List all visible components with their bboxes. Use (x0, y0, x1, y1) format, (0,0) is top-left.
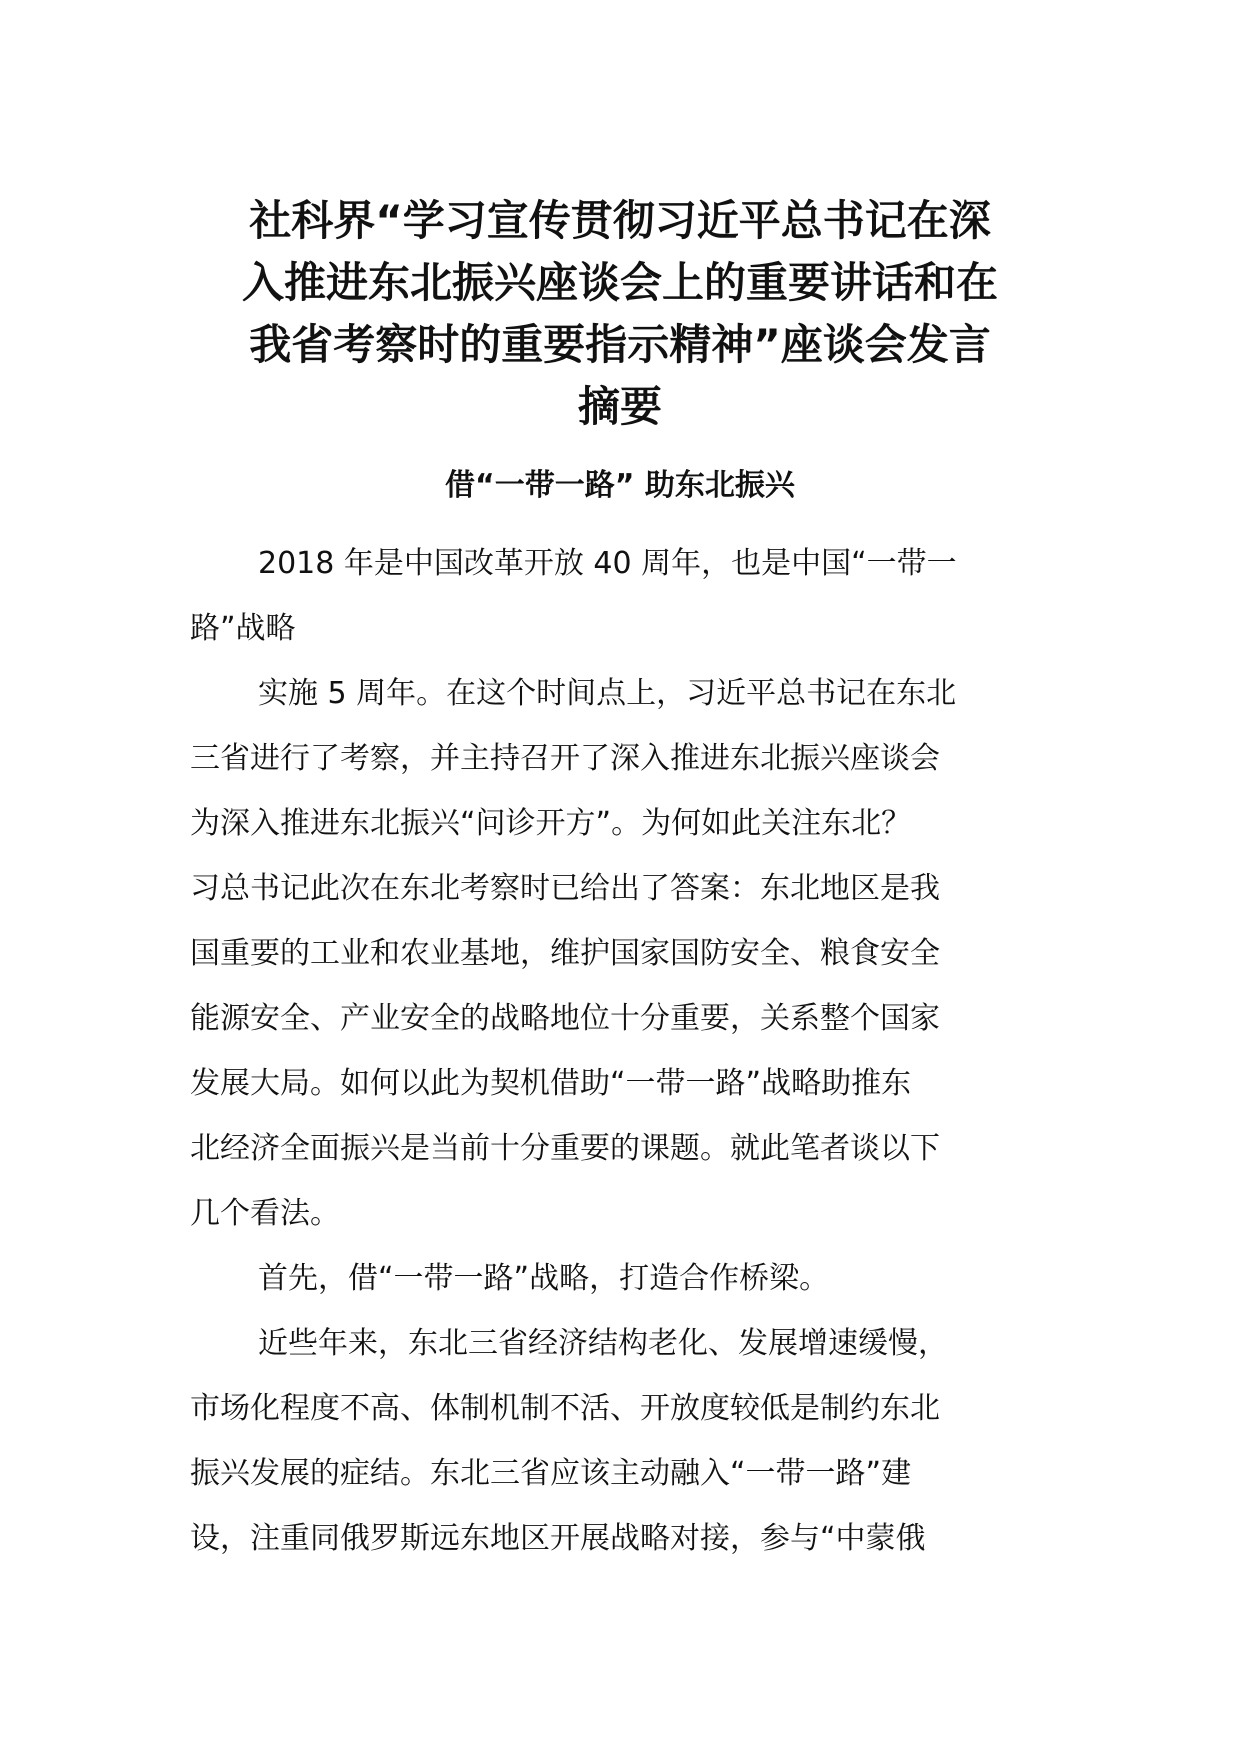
paragraph-line: 2018 年是中国改革开放 40 周年，也是中国“一带一 (258, 546, 957, 581)
paragraph-line: 为深入推进东北振兴“问诊开方”。为何如此关注东北？ (190, 806, 912, 841)
paragraph-line: 习总书记此次在东北考察时已给出了答案：东北地区是我 (190, 871, 940, 906)
title-line-4: 摘要 (577, 382, 662, 431)
paragraph (190, 1311, 1050, 1571)
paragraph-line: 发展大局。如何以此为契机借助“一带一路”战略助推东 (190, 1066, 912, 1101)
document-subtitle: 借“一带一路” 助东北振兴 (445, 468, 795, 503)
paragraph (190, 661, 1050, 1246)
paragraph-line: 近些年来，东北三省经济结构老化、发展增速缓慢， (258, 1326, 948, 1361)
paragraph-line: 首先，借“一带一路”战略，打造合作桥梁。 (258, 1261, 830, 1296)
paragraph-line: 能源安全、产业安全的战略地位十分重要，关系整个国家 (190, 1001, 940, 1036)
paragraph-line: 路”战略 (190, 611, 296, 646)
paragraph-line: 设，注重同俄罗斯远东地区开展战略对接，参与“中蒙俄 (190, 1521, 926, 1556)
paragraph-line: 国重要的工业和农业基地，维护国家国防安全、粮食安全 (190, 936, 940, 971)
paragraph-line: 市场化程度不高、体制机制不活、开放度较低是制约东北 (190, 1391, 940, 1426)
document-title (190, 190, 1050, 438)
paragraph-line: 实施 5 周年。在这个时间点上，习近平总书记在东北 (258, 676, 957, 711)
title-line-2: 入推进东北振兴座谈会上的重要讲话和在 (241, 258, 998, 307)
paragraph-line: 北经济全面振兴是当前十分重要的课题。就此笔者谈以下 (190, 1131, 940, 1166)
title-line-3: 我省考察时的重要指示精神”座谈会发言 (249, 320, 991, 369)
paragraph-line: 三省进行了考察，并主持召开了深入推进东北振兴座谈会 (190, 741, 940, 776)
paragraph-line: 振兴发展的症结。东北三省应该主动融入“一带一路”建 (190, 1456, 912, 1491)
document-body (190, 531, 1050, 1571)
title-line-1: 社科界“学习宣传贯彻习近平总书记在深 (249, 196, 991, 245)
paragraph-line: 几个看法。 (190, 1196, 340, 1231)
paragraph (190, 1246, 1050, 1311)
paragraph (190, 531, 1050, 661)
